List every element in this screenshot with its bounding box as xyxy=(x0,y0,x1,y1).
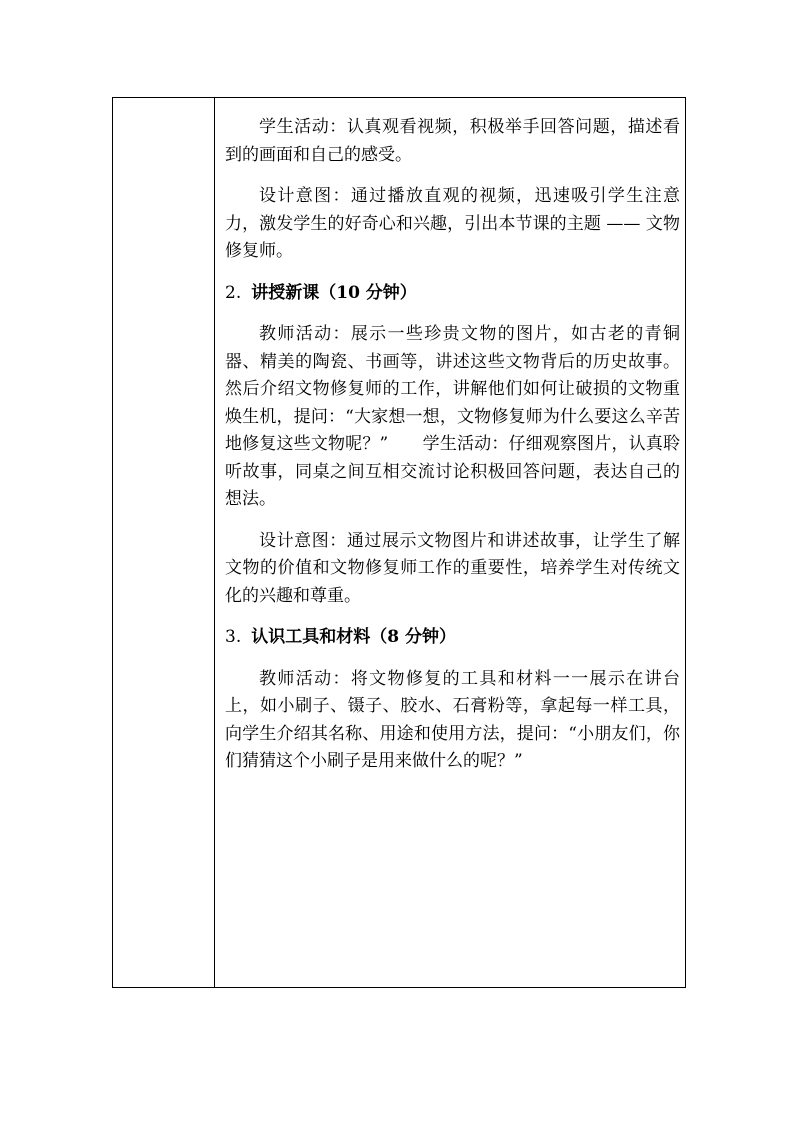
section-title: 讲授新课（10 分钟） xyxy=(251,282,417,303)
design-intent-paragraph-2: 设计意图：通过展示文物图片和讲述故事，让学生了解文物的价值和文物修复师工作的重要性，培养学生对传统文化的兴趣和尊重。 xyxy=(225,530,680,606)
section-number: 2. xyxy=(225,282,242,303)
teacher-activity-paragraph: 教师活动：展示一些珍贵文物的图片，如古老的青铜器、精美的陶瓷、书画等，讲述这些文物背后的历史故事。然后介绍文物修复师的工作，讲解他们如何让破损的文物重焕生机，提问：“大家想一想，文物修复师为什么要这么辛苦地修复这些文物呢？” 学生活动：仔细观察图片，认真聆听故事，同桌之间互相交流讨论积极回答问题，表达自己的想法。 xyxy=(225,324,680,509)
lesson-content xyxy=(225,114,680,790)
section-heading-tools xyxy=(225,624,680,652)
section-number-3: 3. xyxy=(225,627,242,647)
section-heading-new-lesson xyxy=(225,280,680,308)
teacher-activity-tools-paragraph: 教师活动：将文物修复的工具和材料一一展示在讲台上，如小刷子、镊子、胶水、石膏粉等，拿起每一样工具，向学生介绍其名称、用途和使用方法，提问：“小朋友们，你们猜猜这个小刷子是用来做什么的呢？” xyxy=(225,668,680,771)
section-title-3: 认识工具和材料（8 分钟） xyxy=(251,627,456,647)
table-right-column xyxy=(215,98,685,987)
lesson-plan-table xyxy=(112,97,686,988)
table-left-column xyxy=(113,98,215,987)
student-activity-paragraph: 学生活动：认真观看视频，积极举手回答问题，描述看到的画面和自己的感受。 xyxy=(225,117,680,165)
design-intent-paragraph: 设计意图：通过播放直观的视频，迅速吸引学生注意力，激发学生的好奇心和兴趣，引出本节课的主题 —— 文物修复师。 xyxy=(225,186,680,261)
